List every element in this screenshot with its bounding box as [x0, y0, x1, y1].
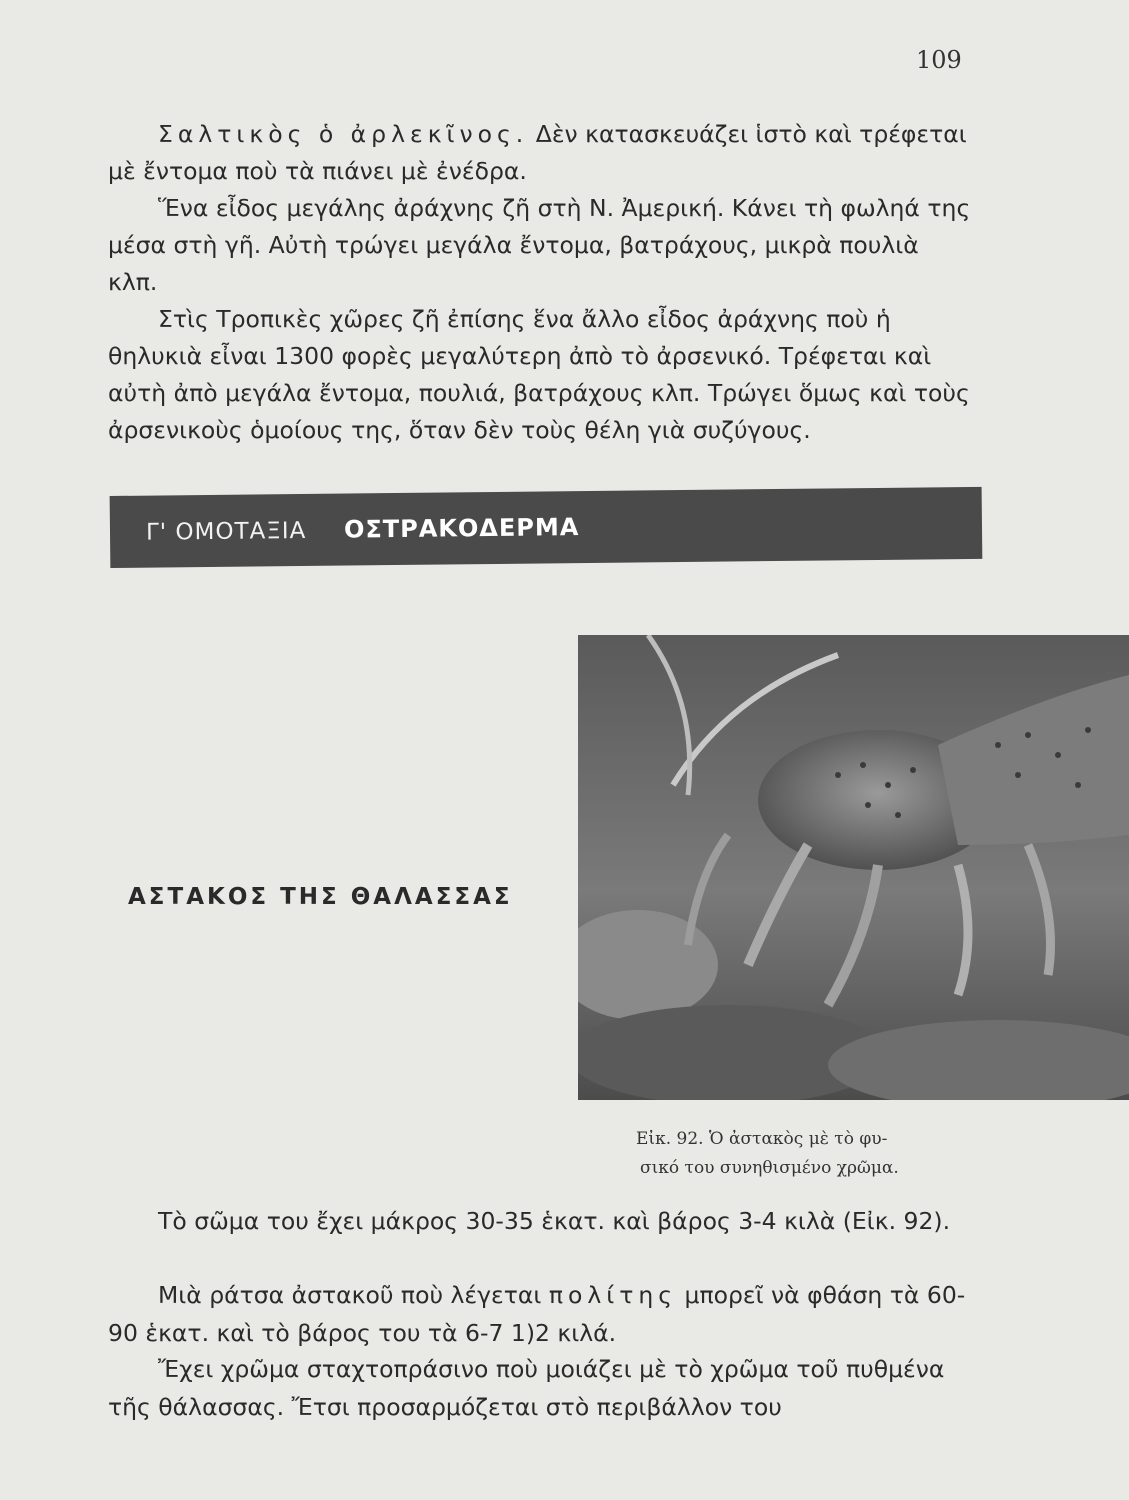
figure-heading: ΑΣΤΑΚΟΣ ΤΗΣ ΘΑΛΑΣΣΑΣ: [128, 884, 513, 910]
paragraph-politis-pre: Μιὰ ράτσα ἀστακοῦ ποὺ λέγεται: [158, 1281, 542, 1309]
page-number: 109: [916, 46, 962, 74]
lobster-photo: [578, 635, 1129, 1100]
paragraph-tropical-spider: Στὶς Τροπικὲς χῶρες ζῆ ἐπίσης ἕνα ἄλλο εἶδος ἀράχνης ποὺ ἡ θηλυκιὰ εἶναι 1300 φορὲς μεγαλύτερη ἀπὸ τὸ ἀρσενικό. Τρέφεται καὶ αὐτὴ ἀπὸ μεγάλα ἔντομα, πουλιά, βατράχους κλπ. Τρώγει ὅμως καὶ τοὺς ἀρσενικοὺς ὁμοίους της, ὅταν δὲν τοὺς θέλη γιὰ συζύγους.: [108, 305, 970, 444]
section-class-label: Γ' ΟΜΟΤΑΞΙΑ: [145, 517, 307, 546]
term-saltikos: Σαλτικὸς ὁ ἀρλεκῖνος.: [158, 120, 529, 148]
paragraph-politis-post: μπορεῖ νὰ φθάση τὰ 60-90 ἑκατ. καὶ τὸ βάρος του τὰ 6-7 1)2 κιλά.: [108, 1281, 966, 1347]
paragraph-large-spider: Ἕνα εἶδος μεγάλης ἀράχνης ζῆ στὴ Ν. Ἀμερική. Κάνει τὴ φωληά της μέσα στὴ γῆ. Αὐτὴ τρώγει μεγάλα ἔντομα, βατράχους, μικρὰ πουλιὰ κλπ.: [108, 194, 971, 296]
paragraph-politis: [108, 1276, 974, 1352]
paragraph-color: Ἔχει χρῶμα σταχτοπράσινο ποὺ μοιάζει μὲ τὸ χρῶμα τοῦ πυθμένα τῆς θάλασσας. Ἔτσι προσαρμόζεται στὸ περιβάλλον του: [108, 1355, 945, 1421]
paragraph-saltikos: [108, 116, 974, 190]
section-banner: [110, 487, 983, 568]
paragraph-saltikos-text: Δὲν κατασκευάζει ἱστὸ καὶ τρέφεται μὲ ἔντομα ποὺ τὰ πιάνει μὲ ἐνέδρα.: [108, 120, 967, 185]
term-politis: πολίτης: [548, 1281, 678, 1309]
section-class-name: ΟΣΤΡΑΚΟΔΕΡΜΑ: [343, 513, 580, 544]
paragraph-body-size: Τὸ σῶμα του ἔχει μάκρος 30-35 ἑκατ. καὶ βάρος 3-4 κιλὰ (Εἰκ. 92).: [158, 1207, 951, 1235]
figure-caption-line1: Εἰκ. 92. Ὁ ἀστακὸς μὲ τὸ φυ-: [636, 1129, 888, 1149]
figure-caption-line2: σικό του συνηθισμένο χρῶμα.: [640, 1158, 899, 1178]
